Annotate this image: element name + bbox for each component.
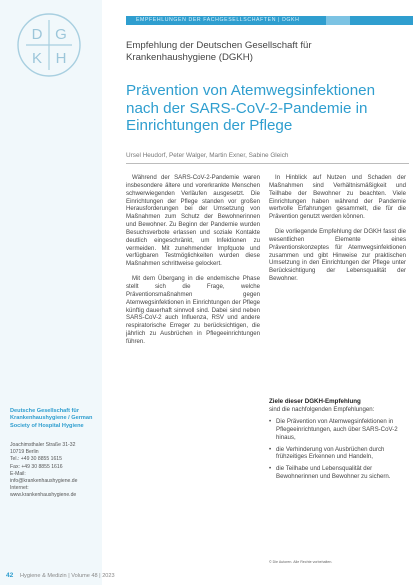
website-label: Internet: xyxy=(10,485,29,492)
divider xyxy=(126,163,409,164)
body-column-left xyxy=(126,174,260,570)
article-authors: Ursel Heudorf, Peter Walger, Martin Exner, Sabine Gleich xyxy=(126,152,289,159)
summary-intro: sind die nachfolgenden Empfehlungen: xyxy=(269,406,375,413)
summary-list-item: • die Teilhabe und Lebensqualität der Bewohnerinnen und Bewohner zu sichern. xyxy=(269,465,406,481)
website-link[interactable]: www.krankenhaushygiene.de xyxy=(10,492,77,499)
body-paragraph: Mit dem Übergang in die endemische Phase stellt sich die Frage, welche Präventionsmaßnahmen gegen Atemwegsinfektionen in Einrichtungen der Pflege künftig dauerhaft sinnvoll sind. Dabei sind neben SARS-CoV-2 auch Influenza, RSV und andere respiratorische Erreger zu berücksichtigen, die jährlich zu Ausbrüchen in Pflegeeinrichtungen führen. xyxy=(126,275,260,345)
logo-letter-h: H xyxy=(55,50,67,67)
email-label: E-Mail: xyxy=(10,470,26,477)
page-footer xyxy=(0,572,413,585)
logo-letter-g: G xyxy=(55,26,67,43)
section-banner-text: EMPFEHLUNGEN DER FACHGESELLSCHAFTEN | DGKH xyxy=(136,17,300,23)
fax-line: Fax: +49 30 8855 1616 xyxy=(10,463,63,470)
address-line: 10719 Berlin xyxy=(10,449,39,456)
summary-list xyxy=(269,418,406,528)
article-kicker: Empfehlung der Deutschen Gesellschaft für Krankenhaushygiene (DGKH) xyxy=(126,40,312,64)
organization-address xyxy=(10,442,98,500)
section-banner-tab xyxy=(326,16,350,25)
copyright-footnote: © Die Autoren. Alle Rechte vorbehalten. xyxy=(269,560,333,564)
dgkh-logo xyxy=(16,12,82,78)
summary-list-item: • Die Prävention von Atemwegsinfektionen in Pflegeeinrichtungen, auch über SARS-CoV-2 hinaus, xyxy=(269,418,406,442)
body-column-right xyxy=(269,174,406,396)
logo-letter-k: K xyxy=(31,50,43,67)
organization-name: Deutsche Gesellschaft für Krankenhaushygiene / German Society of Hospital Hygiene xyxy=(10,408,93,429)
email-link[interactable]: info@krankenhaushygiene.de xyxy=(10,478,78,485)
summary-list-item: • die Verhinderung von Ausbrüchen durch frühzeitiges Erkennen und Handeln, xyxy=(269,446,406,462)
body-paragraph: Während der SARS-CoV-2-Pandemie waren insbesondere ältere und vorerkrankte Menschen schwerwiegenden Verläufen ausgesetzt. Die Einrichtungen der Pflege standen vor großen Herausforderungen bei der Umsetzung von Maßnahmen zum Schutz der Bewohnerinnen und Bewohner. Zu Beginn der Pandemie wurden Besuchsverbote erlassen und soziale Kontakte deutlich eingeschränkt, um Infektionen zu vermeiden. Mit zunehmender Impfquote und verfügbaren Testmöglichkeiten wurden diese Maßnahmen schrittweise gelockert. xyxy=(126,174,260,268)
phone-line: Tel.: +49 30 8855 1615 xyxy=(10,456,62,463)
journal-citation: Hygiene & Medizin | Volume 48 | 2023 xyxy=(20,573,115,579)
body-paragraph: In Hinblick auf Nutzen und Schaden der Maßnahmen sind Verhältnismäßigkeit und Teilhabe der Bewohner zu beachten. Viele Einrichtungen haben während der Pandemie wertvolle Erfahrungen gesammelt, die für die Prävention genutzt werden können. xyxy=(269,174,406,221)
body-paragraph: Die vorliegende Empfehlung der DGKH fasst die wesentlichen Elemente eines Präventionskonzeptes für Atemwegsinfektionen zusammen und gibt Hinweise zur praktischen Umsetzung in den Einrichtungen der Pflege unter Berücksichtigung der Lebensqualität der Bewohner. xyxy=(269,228,406,283)
sidebar xyxy=(0,0,102,585)
section-banner xyxy=(126,16,413,25)
article-title: Prävention von Atemwegsinfektionen nach der SARS-CoV-2-Pandemie in Einrichtungen der Pflege xyxy=(126,82,376,135)
summary-heading: Ziele dieser DGKH-Empfehlung xyxy=(269,398,361,405)
address-line: Joachimsthaler Straße 31-32 xyxy=(10,442,76,448)
page-number: 42 xyxy=(6,572,14,579)
logo-letter-d: D xyxy=(31,26,43,43)
